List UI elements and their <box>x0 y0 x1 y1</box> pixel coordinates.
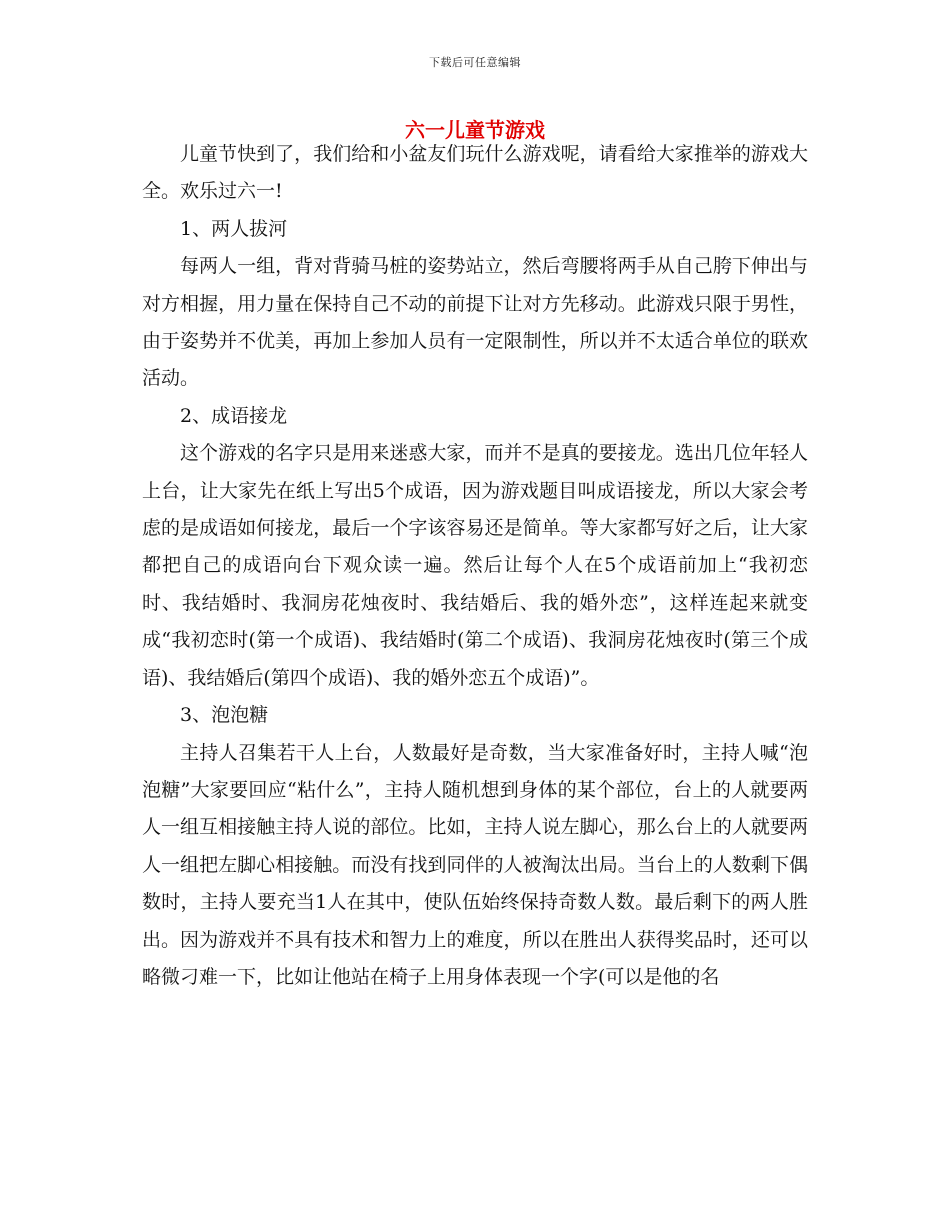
section-heading-tug-of-war: 1、两人拔河 <box>180 217 288 240</box>
paragraph-idiom-chain: 这个游戏的名字只是用来迷惑大家，而并不是真的要接龙。选出几位年轻人上台，让大家先在纸上写出5个成语，因为游戏题目叫成语接龙，所以大家会考虑的是成语如何接龙，最后一个字该容易还是简单。等大家都写好之后，让大家都把自己的成语向台下观众读一遍。然后让每个人在5个成语前加上“我初恋时、我结婚时、我洞房花烛夜时、我结婚后、我的婚外恋”，这样连起来就变成“我初恋时(第一个成语)、我结婚时(第二个成语)、我洞房花烛夜时(第三个成语)、我结婚后(第四个成语)、我的婚外恋五个成语)”。 <box>142 442 808 689</box>
paragraph-bubble-gum: 主持人召集若干人上台，人数最好是奇数，当大家准备好时，主持人喊“泡泡糖”大家要回应“粘什么”，主持人随机想到身体的某个部位，台上的人就要两人一组互相接触主持人说的部位。比如，主持人说左脚心，那么台上的人就要两人一组把左脚心相接触。而没有找到同伴的人被淘汰出局。当台上的人数剩下偶数时，主持人要充当1人在其中，使队伍始终保持奇数人数。最后剩下的两人胜出。因为游戏并不具有技术和智力上的难度，所以在胜出人获得奖品时，还可以略微刁难一下，比如让他站在椅子上用身体表现一个字(可以是他的名 <box>142 741 808 988</box>
section-heading-bubble-gum: 3、泡泡糖 <box>180 704 269 727</box>
section-heading-idiom-chain: 2、成语接龙 <box>180 404 288 427</box>
intro-paragraph: 儿童节快到了，我们给和小盆友们玩什么游戏呢，请看给大家推举的游戏大全。欢乐过六一! <box>142 143 808 203</box>
paragraph-tug-of-war: 每两人一组，背对背骑马桩的姿势站立，然后弯腰将两手从自己胯下伸出与对方相握，用力量在保持自己不动的前提下让对方先移动。此游戏只限于男性，由于姿势并不优美，再加上参加人员有一定限制性，所以并不太适合单位的联欢活动。 <box>142 255 808 390</box>
document-body <box>142 136 808 996</box>
document-title: 六一儿童节游戏 <box>405 118 545 142</box>
header-note: 下载后可任意编辑 <box>429 56 521 69</box>
